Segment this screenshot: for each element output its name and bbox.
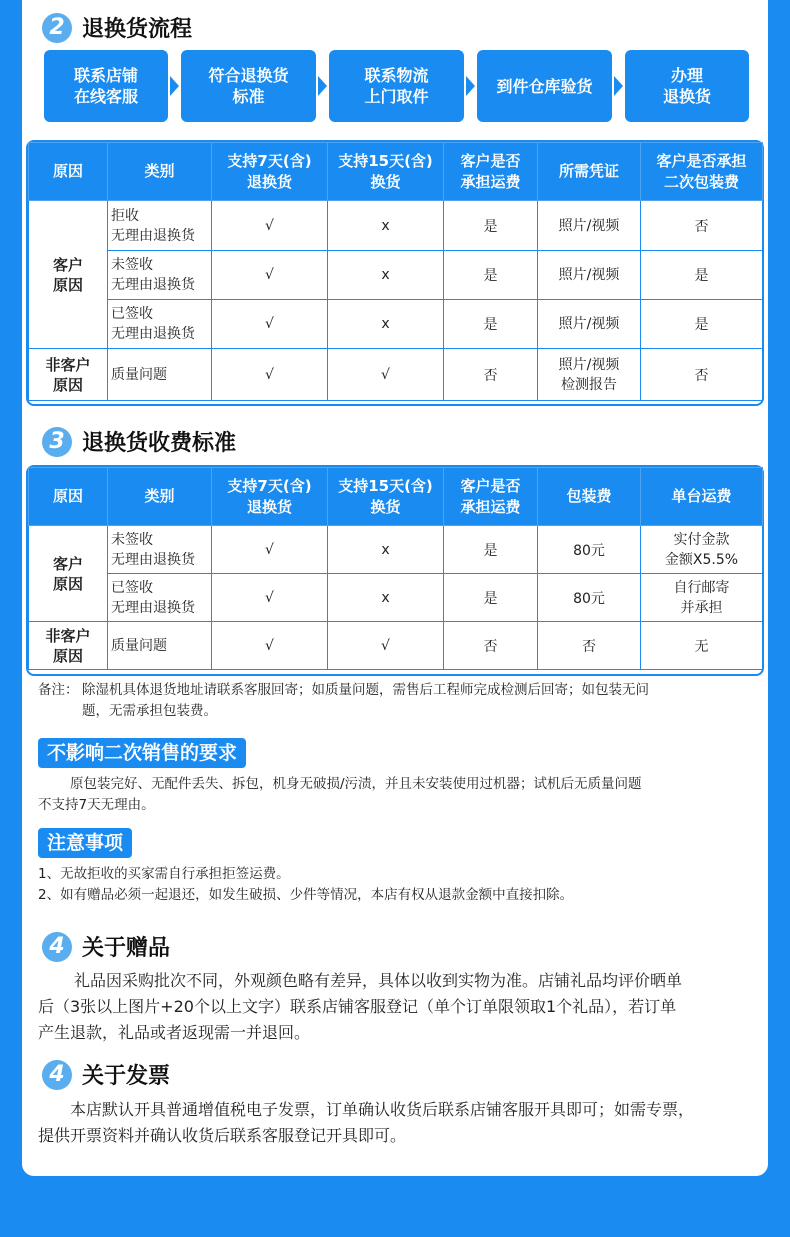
flow-arrow-icon	[614, 76, 623, 96]
invoice-line: 本店默认开具普通增值税电子发票，订单确认收货后联系店铺客服开具即可；如需专票，	[70, 1100, 695, 1119]
notice-item-1: 1、无故拒收的买家需自行承担拒签运费。	[38, 866, 290, 882]
cell: 是	[641, 300, 763, 349]
header-7day: 支持7天(含) 退换货	[212, 143, 328, 201]
invoice-paragraph	[38, 1097, 763, 1149]
table-row	[29, 526, 763, 574]
header-15day: 支持15天(含) 换货	[328, 468, 444, 526]
cell: 80元	[538, 574, 641, 622]
section-title-return-process	[42, 12, 192, 43]
section-title-text: 关于发票	[82, 1064, 171, 1089]
table-row	[29, 251, 763, 300]
cell: x	[328, 574, 444, 622]
table-row	[29, 349, 763, 401]
cell: 无	[641, 622, 763, 670]
header-15day: 支持15天(含) 换货	[328, 143, 444, 201]
header-category: 类别	[108, 143, 212, 201]
cell: √	[212, 300, 328, 349]
header-7day: 支持7天(含) 退换货	[212, 468, 328, 526]
fee-standard-table	[28, 467, 763, 670]
category-cell: 质量问题	[108, 622, 212, 670]
header-reason: 原因	[29, 143, 108, 201]
cell: 否	[538, 622, 641, 670]
reason-customer: 客户 原因	[29, 526, 108, 622]
table-header-row	[29, 143, 763, 201]
section-title-text: 关于赠品	[82, 936, 171, 961]
category-cell: 未签收 无理由退换货	[108, 526, 212, 574]
category-cell: 质量问题	[108, 349, 212, 401]
flow-step-logistics-pickup: 联系物流 上门取件	[329, 50, 464, 122]
table-row	[29, 201, 763, 251]
cell: √	[212, 526, 328, 574]
cell: 是	[444, 526, 538, 574]
table-row	[29, 300, 763, 349]
cell: x	[328, 526, 444, 574]
invoice-line: 提供开票资料并确认收货后联系客服登记开具即可。	[38, 1126, 407, 1145]
remarks-text: 除湿机具体退货地址请联系客服回寄；如质量问题，需售后工程师完成检测后回寄；如包装无问	[82, 682, 649, 698]
cell: 否	[444, 622, 538, 670]
cell: x	[328, 251, 444, 300]
category-cell: 未签收 无理由退换货	[108, 251, 212, 300]
flow-step-warehouse-inspection: 到件仓库验货	[477, 50, 612, 122]
section-title-fee-standard	[42, 426, 236, 457]
gift-paragraph	[38, 968, 763, 1046]
table-row	[29, 574, 763, 622]
cell: x	[328, 201, 444, 251]
remarks-line	[38, 680, 758, 701]
step-number-badge: 4	[42, 1060, 72, 1090]
cell: 照片/视频	[538, 201, 641, 251]
cell: 照片/视频	[538, 300, 641, 349]
reason-non-customer: 非客户 原因	[29, 349, 108, 401]
header-unit-shipping: 单台运费	[641, 468, 763, 526]
cell: 是	[444, 201, 538, 251]
step-number-badge: 2	[42, 13, 72, 43]
cell: 80元	[538, 526, 641, 574]
cell: √	[212, 349, 328, 401]
notice-tag: 注意事项	[38, 828, 132, 858]
notice-item-2: 2、如有赠品必须一起退还，如发生破损、少件等情况，本店有权从退款金额中直接扣除。	[38, 887, 574, 903]
cell: √	[212, 251, 328, 300]
cell: 照片/视频 检测报告	[538, 349, 641, 401]
reason-customer: 客户 原因	[29, 201, 108, 349]
cell: √	[212, 201, 328, 251]
cell: x	[328, 300, 444, 349]
cell: 否	[444, 349, 538, 401]
flow-step-process-return: 办理 退换货	[625, 50, 749, 122]
flow-arrow-icon	[318, 76, 327, 96]
cell: √	[212, 574, 328, 622]
cell: 否	[641, 349, 763, 401]
category-cell: 已签收 无理由退换货	[108, 574, 212, 622]
section-title-text: 退换货收费标准	[82, 431, 237, 456]
step-number-badge: 3	[42, 427, 72, 457]
cell: 否	[641, 201, 763, 251]
cell: 照片/视频	[538, 251, 641, 300]
return-process-flow	[44, 50, 749, 124]
remarks-text-cont: 题，无需承担包装费。	[82, 703, 217, 719]
cell: 是	[641, 251, 763, 300]
cell: 是	[444, 251, 538, 300]
remarks	[38, 680, 758, 722]
header-reason: 原因	[29, 468, 108, 526]
flow-step-meet-standard: 符合退换货 标准	[181, 50, 316, 122]
section-title-text: 退换货流程	[82, 17, 193, 42]
resale-requirement-tag: 不影响二次销售的要求	[38, 738, 246, 768]
cell: 自行邮寄 并承担	[641, 574, 763, 622]
step-number-badge: 4	[42, 932, 72, 962]
reason-non-customer: 非客户 原因	[29, 622, 108, 670]
category-cell: 拒收 无理由退换货	[108, 201, 212, 251]
section-title-gift	[42, 931, 170, 962]
section-title-invoice	[42, 1059, 170, 1090]
resale-text-line2: 不支持7天无理由。	[38, 797, 155, 813]
return-policy-table	[28, 142, 763, 401]
cell: 是	[444, 574, 538, 622]
cell: √	[212, 622, 328, 670]
cell: 是	[444, 300, 538, 349]
cell: √	[328, 349, 444, 401]
cell: 实付金款 金额X5.5%	[641, 526, 763, 574]
header-category: 类别	[108, 468, 212, 526]
remarks-label: 备注：	[38, 682, 79, 698]
header-shipping: 客户是否 承担运费	[444, 143, 538, 201]
header-packaging-fee: 包装费	[538, 468, 641, 526]
table-row	[29, 622, 763, 670]
header-repack-fee: 客户是否承担 二次包装费	[641, 143, 763, 201]
gift-line: 产生退款，礼品或者返现需一并退回。	[38, 1023, 311, 1042]
gift-line: 后（3张以上图片+20个以上文字）联系店铺客服登记（单个订单限领取1个礼品），若订单	[38, 997, 677, 1016]
header-shipping: 客户是否 承担运费	[444, 468, 538, 526]
flow-arrow-icon	[170, 76, 179, 96]
flow-step-contact-service: 联系店铺 在线客服	[44, 50, 168, 122]
gift-line: 礼品因采购批次不同，外观颜色略有差异，具体以收到实物为准。店铺礼品均评价晒单	[74, 971, 683, 990]
flow-arrow-icon	[466, 76, 475, 96]
resale-text-line1: 原包装完好、无配件丢失、拆包，机身无破损/污渍，并且未安装使用过机器；试机后无质量问题	[70, 776, 642, 792]
cell: √	[328, 622, 444, 670]
category-cell: 已签收 无理由退换货	[108, 300, 212, 349]
table-header-row	[29, 468, 763, 526]
header-proof: 所需凭证	[538, 143, 641, 201]
